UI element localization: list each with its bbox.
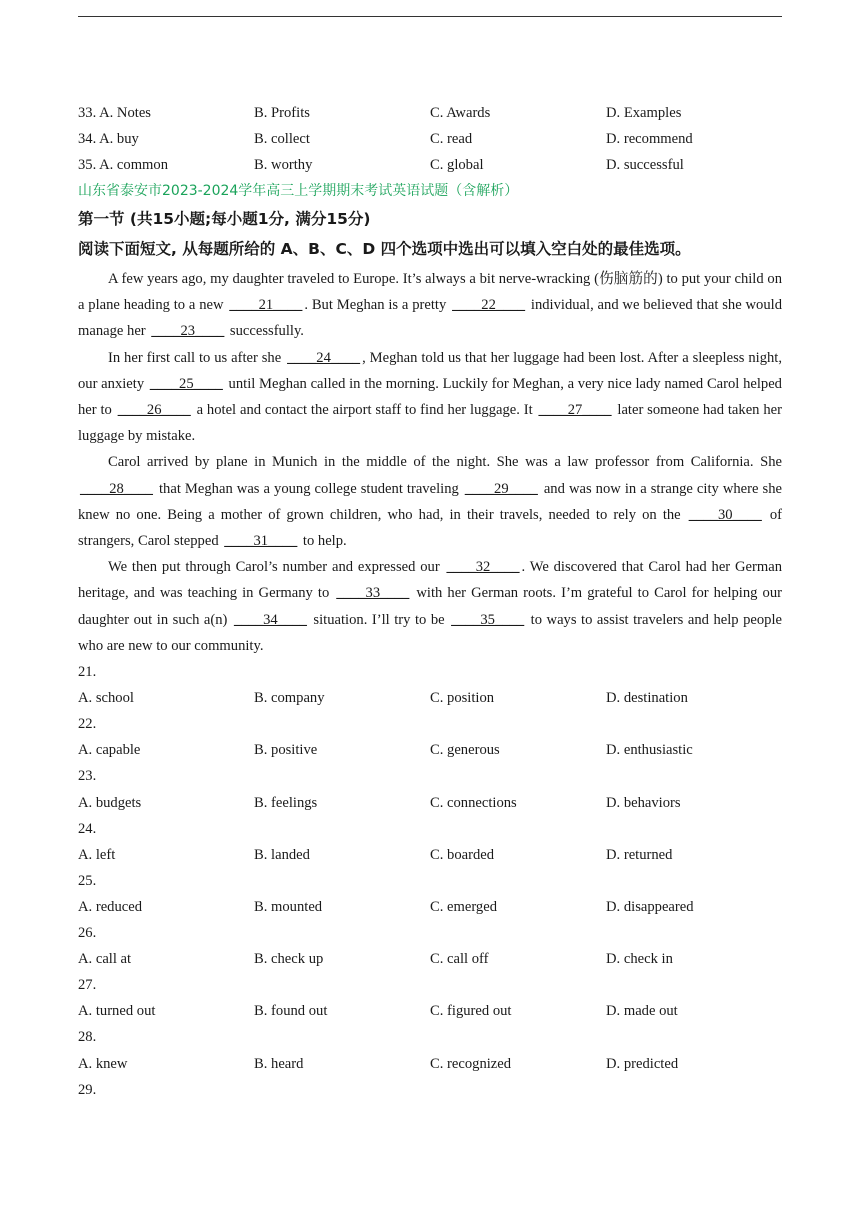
- option-row: [78, 685, 782, 711]
- option-c: C. recognized: [430, 1055, 512, 1072]
- option-c: C. generous: [430, 742, 500, 759]
- option-b: B. heard: [254, 1055, 304, 1072]
- paragraph-1: A few years ago, my daughter traveled to Europe. It’s always a bit nerve-wracking (伤脑筋的) to put your child on a plane heading to a new ____21____ . But Meghan is a pretty ____22____ individual, and we believed that she would manage her ____23____ successfully.: [78, 271, 782, 340]
- option-row-35: [78, 152, 782, 178]
- option-row: [78, 1051, 782, 1077]
- document-page: [78, 100, 782, 1103]
- source-title: 山东省泰安市2023-2024学年高三上学期期末考试英语试题（含解析）: [78, 183, 519, 199]
- option-a: 34. A. buy: [78, 131, 139, 147]
- blank-32: ____32____: [446, 559, 520, 576]
- option-row-34: [78, 126, 782, 152]
- option-c: C. boarded: [430, 846, 495, 863]
- option-a: 33. A. Notes: [78, 105, 151, 121]
- blank-29: ____29____: [464, 480, 538, 497]
- section-title: 第一节 (共15小题;每小题1分, 满分15分): [78, 210, 371, 228]
- option-d: D. Examples: [606, 105, 682, 121]
- option-b: B. Profits: [254, 105, 310, 121]
- option-a: A. left: [78, 846, 116, 863]
- question-list: [78, 659, 782, 1103]
- question-number: 22.: [78, 716, 97, 733]
- option-row-33: [78, 100, 782, 126]
- option-d: D. enthusiastic: [606, 742, 693, 759]
- blank-28: ____28____: [80, 480, 153, 497]
- option-row: [78, 790, 782, 816]
- option-d: D. returned: [606, 846, 673, 863]
- passage: [78, 266, 782, 659]
- question-number: 28.: [78, 1029, 97, 1046]
- option-b: B. positive: [254, 742, 318, 759]
- question-number: 25.: [78, 872, 97, 889]
- directions: 阅读下面短文, 从每题所给的 A、B、C、D 四个选项中选出可以填入空白处的最佳选项。: [78, 240, 691, 258]
- blank-24: ____24____: [287, 349, 361, 366]
- question-number: 24.: [78, 820, 97, 837]
- blank-21: ____21____: [229, 297, 303, 314]
- option-b: B. company: [254, 690, 325, 707]
- option-a: A. budgets: [78, 794, 142, 811]
- paragraph-2: In her first call to us after she ____24____ , Meghan told us that her luggage had been lost. After a sleepless night, our anxiety ____25____ until Meghan called in the morning. Luckily for Meghan, a very nice lady named Carol helped her to ____26____ a hotel and contact the airport staff to find her luggage. It ____27____ later someone had taken her luggage by mistake.: [78, 349, 782, 445]
- option-b: B. worthy: [254, 157, 313, 173]
- option-c: C. figured out: [430, 1003, 512, 1020]
- option-c: C. connections: [430, 794, 517, 811]
- blank-34: ____34____: [233, 611, 307, 628]
- blank-33: ____33____: [336, 585, 410, 602]
- question-number: 23.: [78, 768, 97, 785]
- header-rule: [78, 16, 782, 17]
- option-b: B. landed: [254, 846, 310, 863]
- paragraph-3: Carol arrived by plane in Munich in the middle of the night. She was a law professor from California. She ____28____ that Meghan was a young college student traveling ____29____ and was now in a strange city where she knew no one. Being a mother of grown children, who had, in their travels, needed to rely on the ____30____ of strangers, Carol stepped ____31____ to help.: [78, 454, 782, 550]
- option-row: [78, 737, 782, 763]
- option-c: C. emerged: [430, 898, 498, 915]
- option-d: D. check in: [606, 951, 673, 968]
- option-b: B. check up: [254, 951, 324, 968]
- option-d: D. made out: [606, 1003, 678, 1020]
- option-d: D. behaviors: [606, 794, 681, 811]
- option-a: A. capable: [78, 742, 141, 759]
- paragraph-4: We then put through Carol’s number and expressed our ____32____ . We discovered that Carol had her German heritage, and was teaching in Germany to ____33____ with her German roots. I’m grateful to Carol for helping our daughter out in such a(n) ____34____ situation. I’ll try to be ____35____ to ways to assist travelers and help people who are new to our community.: [78, 559, 782, 654]
- blank-26: ____26____: [117, 402, 191, 419]
- option-a: A. knew: [78, 1055, 128, 1072]
- option-row: [78, 946, 782, 972]
- question-number: 27.: [78, 977, 97, 994]
- option-b: B. found out: [254, 1003, 328, 1020]
- blank-30: ____30____: [688, 506, 762, 523]
- option-a: A. school: [78, 690, 134, 707]
- question-number: 29.: [78, 1081, 97, 1098]
- blank-22: ____22____: [452, 297, 526, 314]
- question-number: 21.: [78, 664, 97, 681]
- option-c: C. global: [430, 157, 484, 173]
- option-d: D. successful: [606, 157, 684, 173]
- question-number: 26.: [78, 924, 97, 941]
- option-row: [78, 998, 782, 1024]
- blank-35: ____35____: [451, 611, 525, 628]
- option-a: A. turned out: [78, 1003, 156, 1020]
- option-c: C. call off: [430, 951, 489, 968]
- option-b: B. collect: [254, 131, 310, 147]
- option-row: [78, 842, 782, 868]
- blank-23: ____23____: [151, 323, 225, 340]
- option-row: [78, 894, 782, 920]
- option-c: C. position: [430, 690, 495, 707]
- option-c: C. read: [430, 131, 473, 147]
- option-c: C. Awards: [430, 105, 491, 121]
- option-d: D. predicted: [606, 1055, 679, 1072]
- option-a: A. call at: [78, 951, 132, 968]
- option-d: D. recommend: [606, 131, 693, 147]
- option-a: 35. A. common: [78, 157, 169, 173]
- previous-options: [78, 100, 782, 178]
- option-b: B. mounted: [254, 898, 323, 915]
- blank-25: ____25____: [149, 375, 223, 392]
- blank-31: ____31____: [224, 533, 298, 550]
- blank-27: ____27____: [538, 402, 612, 419]
- option-d: D. destination: [606, 690, 688, 707]
- option-a: A. reduced: [78, 898, 143, 915]
- option-b: B. feelings: [254, 794, 318, 811]
- option-d: D. disappeared: [606, 898, 694, 915]
